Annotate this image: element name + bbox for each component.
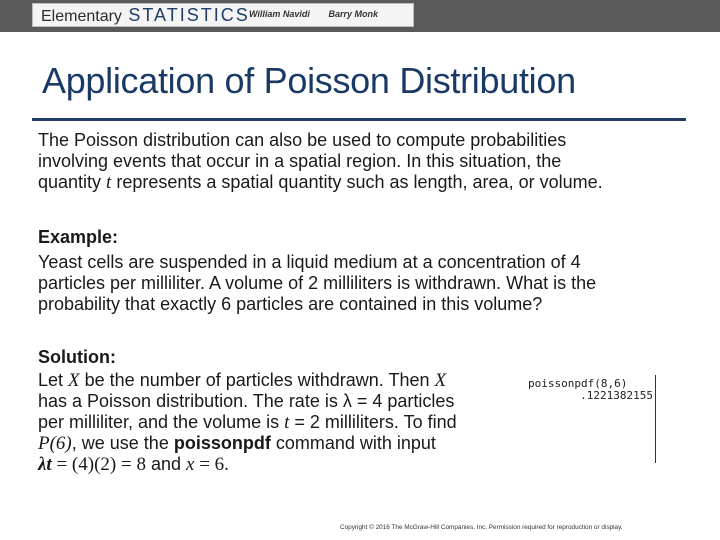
- intro-line: involving events that occur in a spatial region. In this situation, the: [38, 151, 562, 171]
- calculator-screen: [527, 375, 656, 463]
- solution-text: Let: [38, 370, 69, 390]
- calculator-command: poissonpdf(8,6): [528, 377, 628, 390]
- solution-text: = 2 milliliters. To find: [289, 412, 457, 432]
- example-line: Yeast cells are suspended in a liquid medium at a concentration of 4: [38, 252, 581, 272]
- intro-line: The Poisson distribution can also be used to compute probabilities: [38, 130, 567, 150]
- example-line: particles per milliliter. A volume of 2 milliliters is withdrawn. What is the: [38, 273, 597, 293]
- author-name: William Navidi: [249, 9, 310, 19]
- example-heading: Example:: [38, 227, 119, 247]
- copyright-notice: Copyright © 2016 The McGraw-Hill Companies, Inc. Permission required for reproduction or display.: [340, 524, 623, 531]
- header-banner: [0, 0, 720, 32]
- solution-text: per milliliter, and the volume is: [38, 412, 285, 432]
- intro-line: represents a spatial quantity such as length, area, or volume.: [111, 172, 603, 192]
- equation-value: = (4)(2) = 8: [51, 454, 146, 475]
- intro-paragraph: [38, 130, 698, 193]
- book-title-box: [32, 3, 414, 27]
- book-title-prefix: Elementary: [41, 8, 122, 25]
- solution-text: , we use the: [71, 433, 174, 453]
- command-name: poissonpdf: [173, 433, 271, 453]
- variable-X: X: [434, 370, 447, 391]
- variable-X: X: [68, 370, 80, 391]
- title-divider: [32, 118, 686, 121]
- book-title-main: STATISTICS: [128, 5, 250, 25]
- lambda-t: λt: [38, 454, 52, 475]
- authors: [249, 9, 394, 19]
- example-paragraph: [38, 252, 698, 315]
- author-name: Barry Monk: [328, 9, 378, 19]
- variable-x: x: [186, 454, 195, 475]
- solution-text: be the number of particles withdrawn. Then: [79, 370, 435, 390]
- example-line: probability that exactly 6 particles are contained in this volume?: [38, 294, 543, 314]
- solution-paragraph: [38, 370, 518, 475]
- variable-t: t: [106, 172, 112, 193]
- solution-text: command with input: [270, 433, 436, 453]
- p-of-6: P(6): [38, 433, 72, 454]
- calculator-result: .1221382155: [580, 389, 653, 402]
- solution-heading: Solution:: [38, 347, 116, 367]
- slide-title: Application of Poisson Distribution: [42, 60, 576, 101]
- book-title: [41, 5, 250, 26]
- equation-value: = 6.: [194, 454, 229, 475]
- intro-line: quantity: [38, 172, 107, 192]
- variable-t: t: [284, 412, 290, 433]
- solution-text: and: [145, 454, 187, 474]
- solution-text: has a Poisson distribution. The rate is λ = 4 particles: [38, 391, 455, 411]
